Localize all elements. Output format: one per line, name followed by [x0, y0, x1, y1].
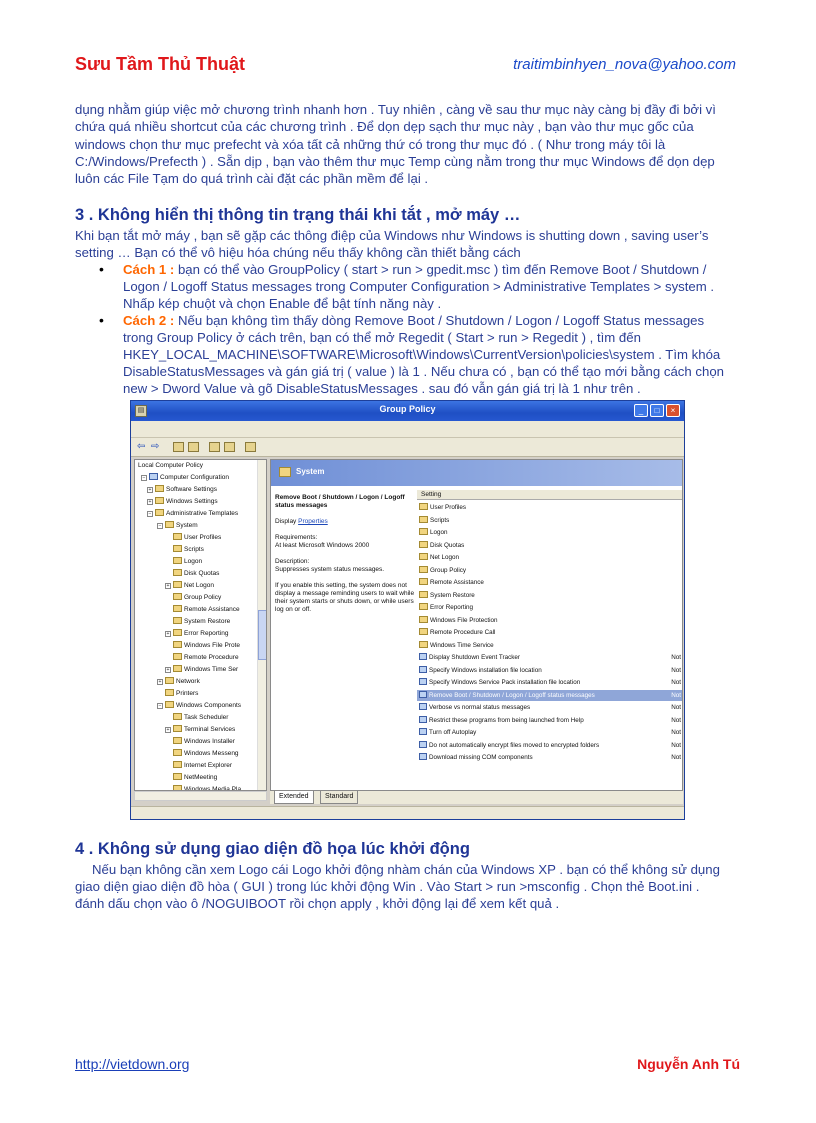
settings-list — [417, 490, 683, 786]
maximize-icon[interactable]: □ — [650, 404, 664, 417]
method-2-line: HKEY_LOCAL_MACHINE\SOFTWARE\Microsoft\Windows\CurrentVersion\policies\system . Tìm khóa — [123, 347, 721, 362]
bullet-icon: • — [99, 261, 104, 277]
tree-item[interactable]: + Software Settings — [148, 486, 217, 493]
setting-item[interactable]: Verbose vs normal status messages Not — [417, 702, 683, 713]
app-icon: ▤ — [135, 405, 147, 417]
list-item[interactable]: Scripts — [417, 515, 683, 526]
tree-item[interactable]: + Terminal Services — [166, 726, 236, 733]
setting-item[interactable]: Turn off Autoplay Not — [417, 727, 683, 738]
window-titlebar — [131, 401, 684, 421]
column-header-setting[interactable]: Setting — [417, 490, 683, 500]
setting-item[interactable]: Do not automatically encrypt files moved to encrypted folders Not — [417, 740, 683, 751]
method-2-line: new > Dword Value và gõ DisableStatusMessages . sau đó vẫn gán giá trị là 1 như trên . — [123, 381, 641, 396]
tree-item[interactable]: + Error Reporting — [166, 630, 229, 637]
author-email[interactable]: traitimbinhyen_nova@yahoo.com — [513, 56, 736, 73]
list-item[interactable]: User Profiles — [417, 502, 683, 513]
list-item[interactable]: Logon — [417, 527, 683, 538]
desc-description: Description: — [275, 558, 310, 565]
method-2-line: trong Group Policy ở cách trên, bạn có thể mở Regedit ( Start > run > Regedit ) , tìm đến — [123, 330, 641, 345]
tree-item[interactable]: Disk Quotas — [173, 569, 219, 577]
method-1-line — [123, 261, 743, 278]
tree-item[interactable]: Remote Assistance — [173, 605, 240, 613]
close-icon[interactable]: × — [666, 404, 680, 417]
section-3-line: setting … Bạn có thể vô hiệu hóa chúng nếu thấy không cần thiết bằng cách — [75, 245, 521, 260]
list-item[interactable]: Windows Time Service — [417, 640, 683, 651]
section-4-line: giao diện giao diện đồ hòa ( GUI ) trong lúc khởi động Win . Vào Start > run >msconfig . Chọn thẻ Boot.ini . — [75, 879, 700, 894]
intro-line: luôn các File Tạm do quá trình cài đặt các phần mềm để lại . — [75, 171, 429, 186]
tree-item[interactable]: Windows Installer — [173, 737, 235, 745]
intro-line: C:/Windows/Prefecth ) . Sẵn dịp , bạn vào thêm thư mục Temp cùng nằm trong thư mục Windows để dọn dẹp — [75, 154, 715, 169]
folder-icon — [279, 467, 291, 477]
method-2-line — [123, 312, 743, 329]
tree-item[interactable]: + Windows Time Ser — [166, 666, 239, 673]
tree-item[interactable]: Local Computer Policy — [138, 462, 204, 469]
tree-item[interactable]: − System — [158, 522, 198, 529]
list-item[interactable]: Windows File Protection — [417, 615, 683, 626]
list-item[interactable]: Disk Quotas — [417, 540, 683, 551]
list-item[interactable]: Remote Assistance — [417, 577, 683, 588]
minimize-icon[interactable]: _ — [634, 404, 648, 417]
method-1-line: Logon / Logoff Status messages trong Computer Configuration > Administrative Templates > system . — [123, 279, 715, 294]
scroll-thumb[interactable] — [258, 610, 267, 660]
setting-item[interactable]: Specify Windows installation file location Not — [417, 665, 683, 676]
footer-link[interactable]: http://vietdown.org — [75, 1056, 190, 1072]
footer-author: Nguyễn Anh Tú — [637, 1056, 740, 1072]
setting-item[interactable]: Display Shutdown Event Tracker Not — [417, 652, 683, 663]
desc-display: Display — [275, 518, 297, 525]
show-tree-icon[interactable] — [188, 442, 199, 452]
method-2-text: Nếu bạn không tìm thấy dòng Remove Boot / Shutdown / Logon / Logoff Status messages — [174, 313, 705, 328]
window-title: Group Policy — [379, 404, 436, 414]
desc-requirements-value: At least Microsoft Windows 2000 — [275, 542, 370, 549]
desc-description-value: Suppresses system status messages. — [275, 566, 385, 573]
section-4-line: đánh dấu chọn vào ô /NOGUIBOOT rồi chọn apply , khởi động lại để xem kết quả . — [75, 896, 560, 911]
tab-standard[interactable]: Standard — [320, 791, 358, 804]
status-bar — [131, 806, 684, 820]
tree-horizontal-scrollbar[interactable] — [134, 791, 267, 801]
section-4-heading: 4 . Không sử dụng giao diện đồ họa lúc khởi động — [75, 840, 470, 858]
method-1-label: Cách 1 : — [123, 262, 175, 277]
bullet-icon: • — [99, 312, 104, 328]
panel-title: System — [296, 467, 325, 476]
desc-body: If you enable this setting, the system does not display a message reminding users to wait while their system starts or shuts down, or while users log on or off. — [275, 582, 415, 613]
tree-item[interactable]: Printers — [165, 689, 198, 697]
list-item[interactable]: Remote Procedure Call — [417, 627, 683, 638]
list-item[interactable]: Error Reporting — [417, 602, 683, 613]
export-icon[interactable] — [224, 442, 235, 452]
list-item[interactable]: Group Policy — [417, 565, 683, 576]
toolbar — [131, 438, 684, 457]
view-tabs — [270, 791, 683, 804]
properties-icon[interactable] — [209, 442, 220, 452]
tree-item[interactable]: Internet Explorer — [173, 761, 232, 769]
tree-item[interactable]: Remote Procedure — [173, 653, 239, 661]
setting-description — [275, 494, 415, 614]
tree-item[interactable]: + Net Logon — [166, 582, 214, 589]
tree-item[interactable]: − Computer Configuration — [142, 474, 230, 481]
section-4-line: Nếu bạn không cần xem Logo cái Logo khởi động nhàm chán của Windows XP . bạn có thể không sử dụng — [92, 862, 720, 877]
method-1-text: bạn có thể vào GroupPolicy ( start > run > gpedit.msc ) tìm đến Remove Boot / Shutdown / — [174, 262, 707, 277]
tree-item[interactable]: − Windows Components — [158, 702, 242, 709]
tree-item[interactable]: Scripts — [173, 545, 204, 553]
tree-item[interactable]: + Windows Settings — [148, 498, 218, 505]
setting-item[interactable]: Restrict these programs from being launched from Help Not — [417, 715, 683, 726]
menu-bar — [131, 421, 684, 438]
tree-item[interactable]: Logon — [173, 557, 202, 565]
list-item[interactable]: System Restore — [417, 590, 683, 601]
tab-extended[interactable]: Extended — [274, 791, 314, 804]
intro-line: chứa quá nhiều shortcut của các chương trình . Để dọn dẹp sạch thư mục này , bạn vào thư mục gốc của — [75, 119, 694, 134]
setting-item[interactable]: Download missing COM components Not — [417, 752, 683, 763]
panel-header — [271, 460, 682, 486]
section-3-heading: 3 . Không hiển thị thông tin trạng thái khi tắt , mở máy … — [75, 206, 521, 224]
intro-line: windows chọn thư mục prefecht và xóa tất cả những thứ có trong thư mục đó . ( Như trong máy tôi là — [75, 137, 666, 152]
tree-item[interactable]: Windows Media Pla — [173, 785, 241, 791]
properties-link[interactable]: Properties — [298, 518, 328, 525]
tree-item[interactable]: Windows File Prote — [173, 641, 240, 649]
tree-item[interactable]: System Restore — [173, 617, 230, 625]
tree-item[interactable]: Task Scheduler — [173, 713, 228, 721]
setting-item[interactable]: Specify Windows Service Pack installation file location Not — [417, 677, 683, 688]
method-2-line: DisableStatusMessages và gán giá trị ( value ) là 1 . Nếu chưa có , bạn có thể tạo mới bằng cách chọn — [123, 364, 724, 379]
method-2-label: Cách 2 : — [123, 313, 175, 328]
section-3-line: Khi bạn tắt mở máy , bạn sẽ gặp các thông điệp của Windows như Windows is shutting down , saving user’s — [75, 228, 709, 243]
method-1-line: Nhấp kép chuột và chọn Enable để bật tính năng này . — [123, 296, 442, 311]
up-folder-icon[interactable] — [173, 442, 184, 452]
forward-arrow-icon[interactable]: ⇨ — [151, 441, 160, 452]
tree-item[interactable]: Windows Messeng — [173, 749, 239, 757]
desc-title: Remove Boot / Shutdown / Logon / Logoff status messages — [275, 494, 405, 509]
help-icon[interactable] — [245, 442, 256, 452]
intro-line: dụng nhằm giúp việc mở chương trình nhanh hơn . Tuy nhiên , càng về sau thư mục này càng bị đầy đi bởi vì — [75, 102, 716, 117]
back-arrow-icon[interactable]: ⇦ — [137, 441, 146, 452]
group-policy-screenshot — [130, 400, 685, 820]
tree-item[interactable]: User Profiles — [173, 533, 221, 541]
details-pane — [270, 459, 683, 791]
desc-requirements: Requirements: — [275, 534, 318, 541]
tree-scrollbar[interactable] — [257, 460, 267, 790]
setting-item-selected[interactable]: Remove Boot / Shutdown / Logon / Logoff status messages Not — [417, 690, 683, 701]
tree-item[interactable]: Group Policy — [173, 593, 221, 601]
tree-item[interactable]: NetMeeting — [173, 773, 217, 781]
list-item[interactable]: Net Logon — [417, 552, 683, 563]
tree-item[interactable]: − Administrative Templates — [148, 510, 239, 517]
site-title: Sưu Tầm Thủ Thuật — [75, 54, 246, 74]
tree-pane — [134, 459, 267, 791]
tree-item[interactable]: + Network — [158, 678, 200, 685]
